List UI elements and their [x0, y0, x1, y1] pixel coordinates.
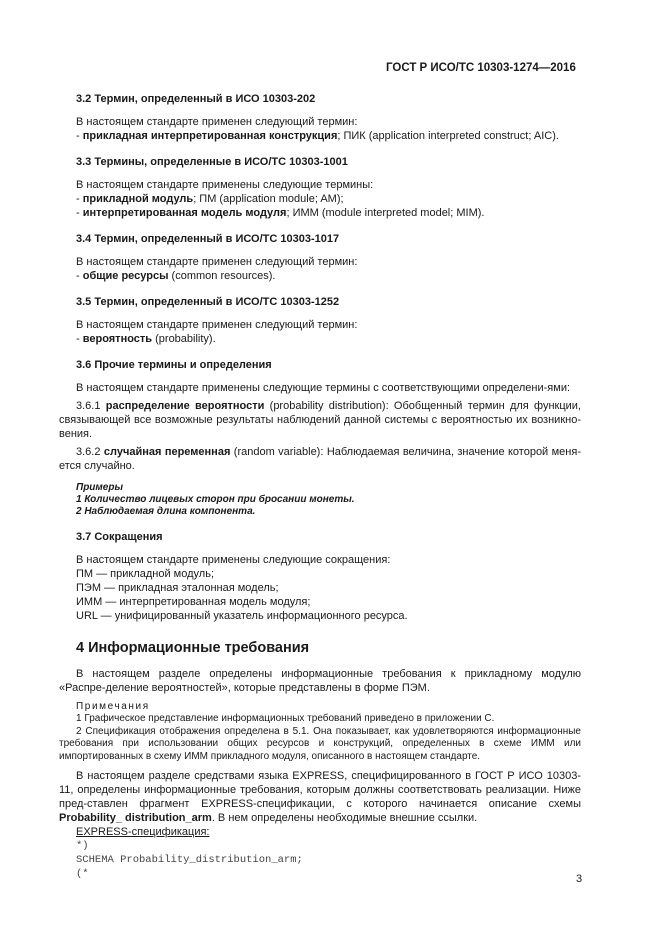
note-2: 2 Спецификация отображения определена в 5.1. Она показывает, как удовлетворяются информационные требования при использовании общих ресурсов и конструкций, определенных в схеме ИММ или импортированных в схему ИММ прикладного модуля, описанного в настоящем стандарте.	[59, 725, 581, 762]
term: вероятность	[82, 333, 153, 345]
definition-term: случайная переменная	[103, 446, 231, 458]
abbreviation-4: URL — унифицированный указатель информационного ресурса.	[76, 610, 408, 622]
page-content	[59, 92, 581, 881]
definition-number: 3.6.1	[76, 400, 106, 412]
paragraph-text: В настоящем разделе средствами языка EXPRESS, специфицированного в ГОСТ Р ИСО 10303-11, определены информационные требования, которым должны соответствовать реализации. Ниже пред-ставлен фрагмент EXPRESS-спецификации, с которого начинается описание схемы	[59, 770, 581, 810]
examples-heading: Примеры	[76, 482, 124, 493]
section-3-6-heading: 3.6 Прочие термины и определения	[76, 359, 272, 371]
abbreviation-2: ПЭМ — прикладная эталонная модель;	[76, 582, 279, 594]
section-3-3-item-1	[59, 192, 581, 206]
code-line-1: *)	[76, 840, 89, 852]
code-line-3: (*	[76, 868, 89, 880]
term-rest: ; ПМ (application module; AM);	[193, 193, 344, 205]
term: интерпретированная модель модуля	[82, 207, 287, 219]
list-dash: -	[76, 130, 83, 142]
schema-name: Probability_ distribution_arm	[59, 812, 212, 824]
example-1: 1 Количество лицевых сторон при бросании монеты.	[76, 494, 355, 505]
section-3-5-intro: В настоящем стандарте применен следующий термин:	[76, 319, 358, 331]
section-3-4-intro: В настоящем стандарте применен следующий термин:	[76, 256, 358, 268]
section-3-7-intro: В настоящем стандарте применены следующие сокращения:	[76, 554, 391, 566]
section-4-paragraph-1: В настоящем разделе определены информационные требования к прикладному модулю «Распре-деление вероятностей», которые представлены в форме ПЭМ.	[59, 668, 581, 694]
list-dash: -	[76, 207, 83, 219]
section-3-2-intro: В настоящем стандарте применен следующий термин:	[76, 116, 358, 128]
term: прикладная интерпретированная конструкция	[82, 130, 338, 142]
section-3-5-heading: 3.5 Термин, определенный в ИСО/ТС 10303-1252	[76, 296, 340, 308]
section-3-2-item-1	[59, 129, 581, 143]
section-3-5-item-1	[59, 332, 581, 346]
list-dash: -	[76, 333, 83, 345]
document-header: ГОСТ Р ИСО/ТС 10303-1274—2016	[386, 62, 576, 74]
section-3-2-heading: 3.2 Термин, определенный в ИСО 10303-202	[76, 93, 316, 105]
term: общие ресурсы	[82, 270, 169, 282]
page-number: 3	[576, 873, 583, 885]
example-2: 2 Наблюдаемая длина компонента.	[76, 506, 256, 517]
section-3-4-heading: 3.4 Термин, определенный в ИСО/ТС 10303-1017	[76, 233, 340, 245]
notes-heading: Примечания	[76, 701, 150, 712]
section-3-4-item-1	[59, 269, 581, 283]
definition-3-6-1	[59, 399, 581, 441]
definition-text: (probability distribution): Обобщенный термин для функции, связывающей все возможные результаты наблюдений данной системы с вероятностью их возникно-вения.	[59, 400, 581, 440]
term-rest: ; ПИК (application interpreted construct; AIC).	[337, 130, 559, 142]
abbreviation-1: ПМ — прикладной модуль;	[76, 568, 215, 580]
section-3-7-heading: 3.7 Сокращения	[76, 531, 163, 543]
list-dash: -	[76, 270, 83, 282]
section-3-6-intro: В настоящем стандарте применены следующие термины с соответствующими определени-ями:	[76, 382, 571, 394]
section-3-3-item-2	[59, 206, 581, 220]
section-3-3-heading: 3.3 Термины, определенные в ИСО/ТС 10303-1001	[76, 156, 348, 168]
list-dash: -	[76, 193, 83, 205]
definition-number: 3.6.2	[76, 446, 104, 458]
term-rest: (probability).	[152, 333, 216, 345]
express-spec-link: EXPRESS-спецификация:	[76, 826, 210, 838]
paragraph-text-end: . В нем определены необходимые внешние ссылки.	[211, 812, 478, 824]
section-4-paragraph-2	[59, 769, 581, 825]
section-4-heading: 4 Информационные требования	[76, 640, 310, 656]
express-spec-label	[59, 825, 581, 839]
term: прикладной модуль	[82, 193, 194, 205]
abbreviation-3: ИММ — интерпретированная модель модуля;	[76, 596, 311, 608]
definition-term: распределение вероятности	[105, 400, 265, 412]
section-3-3-intro: В настоящем стандарте применены следующие термины:	[76, 179, 374, 191]
definition-text: (random variable): Наблюдаемая величина, значение которой меня-ется случайно.	[59, 446, 581, 472]
definition-3-6-2	[59, 445, 581, 473]
note-1: 1 Графическое представление информационных требований приведено в приложении С.	[76, 713, 495, 724]
code-line-2: SCHEMA Probability_distribution_arm;	[76, 854, 303, 866]
term-rest: (common resources).	[168, 270, 276, 282]
term-rest: ; ИММ (module interpreted model; MIM).	[286, 207, 485, 219]
